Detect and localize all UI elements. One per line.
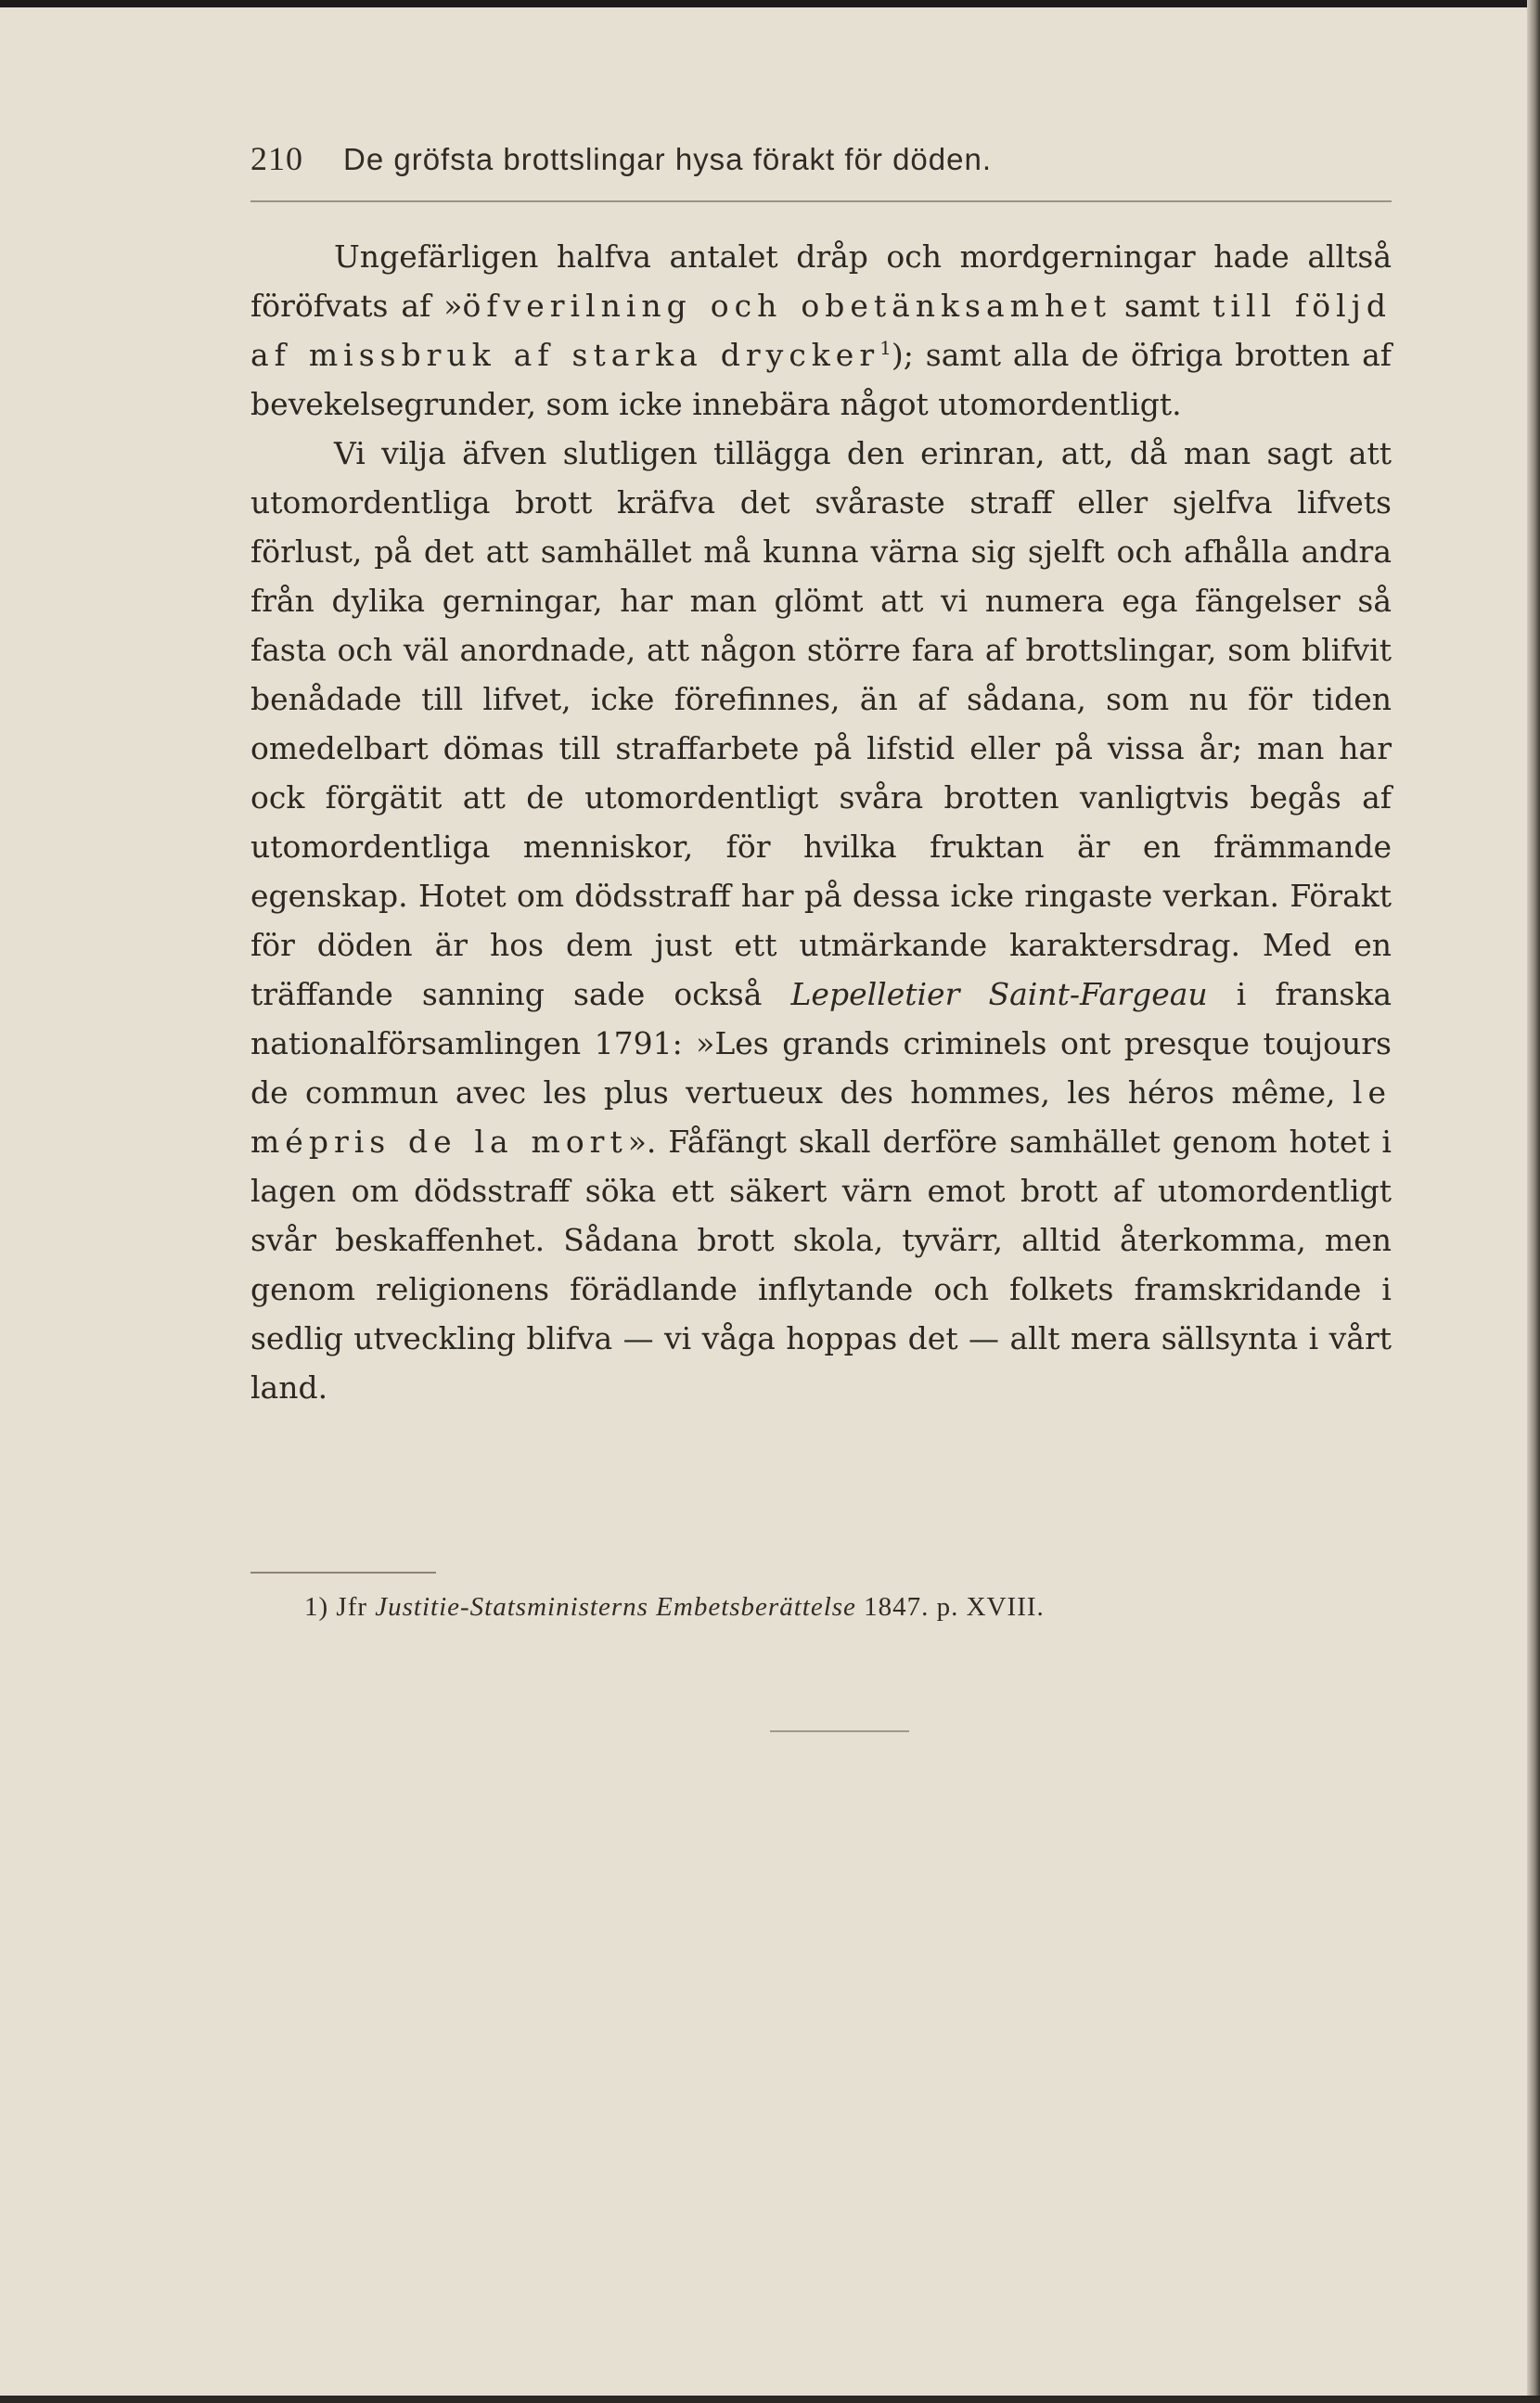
footnote-rule <box>250 1572 436 1574</box>
p2-text-b: i franska nationalförsamlingen 1791: »Les grands criminels ont presque toujours de commun avec les plus vertueux des hommes, les héros même, <box>250 976 1392 1111</box>
footnote-marker: 1) Jfr <box>304 1592 368 1622</box>
p1-text-c: ); samt alla de öfriga brotten af bevekelsegrunder, som icke innebära något utomordentligt. <box>250 337 1392 422</box>
footnote <box>304 1592 1045 1623</box>
p1-spaced-1: öfverilning och obetänksamhet <box>462 288 1112 324</box>
book-page <box>250 139 1392 1622</box>
p1-text-b: samt <box>1111 288 1213 324</box>
p2-name: Lepelletier Saint-Fargeau <box>790 976 1208 1012</box>
scan-bottom-border <box>0 2396 1540 2403</box>
p2-spaced: le mépris de la mort <box>250 1074 1392 1160</box>
p1-text-a: Ungefärligen halfva antalet dråp och mordgerningar hade alltså föröfvats af » <box>250 238 1392 324</box>
paragraph-1 <box>250 232 1392 429</box>
scan-top-border <box>0 0 1540 7</box>
header-rule <box>250 200 1392 202</box>
paragraph-2 <box>250 429 1392 1412</box>
footnote-title: Justitie-Statsministerns Embetsberättelse <box>375 1592 856 1622</box>
running-head <box>250 139 1392 187</box>
footnote-ref: 1 <box>879 337 892 359</box>
page-number: 210 <box>250 140 303 177</box>
p2-text-c: ». Fåfängt skall derföre samhället genom hotet i lagen om dödsstraff söka ett säkert värn emot brott af utomordentligt svår beskaffenhet. Sådana brott skola, tyvärr, alltid återkomma, men genom religionens förädlande inflytande och folkets framskridande i sedlig utveckling blifva — vi våga hoppas det — allt mera sällsynta i vårt land. <box>250 1124 1392 1406</box>
p1-spaced-2: till följd af missbruk af starka drycker <box>250 288 1392 373</box>
p2-text-a: Vi vilja äfven slutligen tillägga den erinran, att, då man sagt att utomordentliga brott kräfva det svåraste straff eller sjelfva lifvets förlust, på det att samhället må kunna värna sig sjelft och afhålla andra från dylika gerningar, har man glömt att vi numera ega fängelser så fasta och väl anordnade, att någon större fara af brottslingar, som blifvit benådade till lifvet, icke förefinnes, än af sådana, som nu för tiden omedelbart dömas till straffarbete på lifstid eller på vissa år; man har ock förgätit att de utomordentligt svåra brotten vanligtvis begås af utomordentliga menniskor, för hvilka fruktan är en främmande egenskap. Hotet om dödsstraff har på dessa icke ringaste verkan. Förakt för döden är hos dem just ett utmärkande karaktersdrag. Med en träffande sanning sade också <box>250 435 1392 1012</box>
running-title: De gröfsta brottslingar hysa förakt för döden. <box>343 142 993 176</box>
body-text <box>250 232 1392 1412</box>
footnote-rest: 1847. p. XVIII. <box>864 1592 1045 1622</box>
end-rule <box>770 1730 909 1732</box>
scan-right-edge <box>1527 0 1540 2403</box>
